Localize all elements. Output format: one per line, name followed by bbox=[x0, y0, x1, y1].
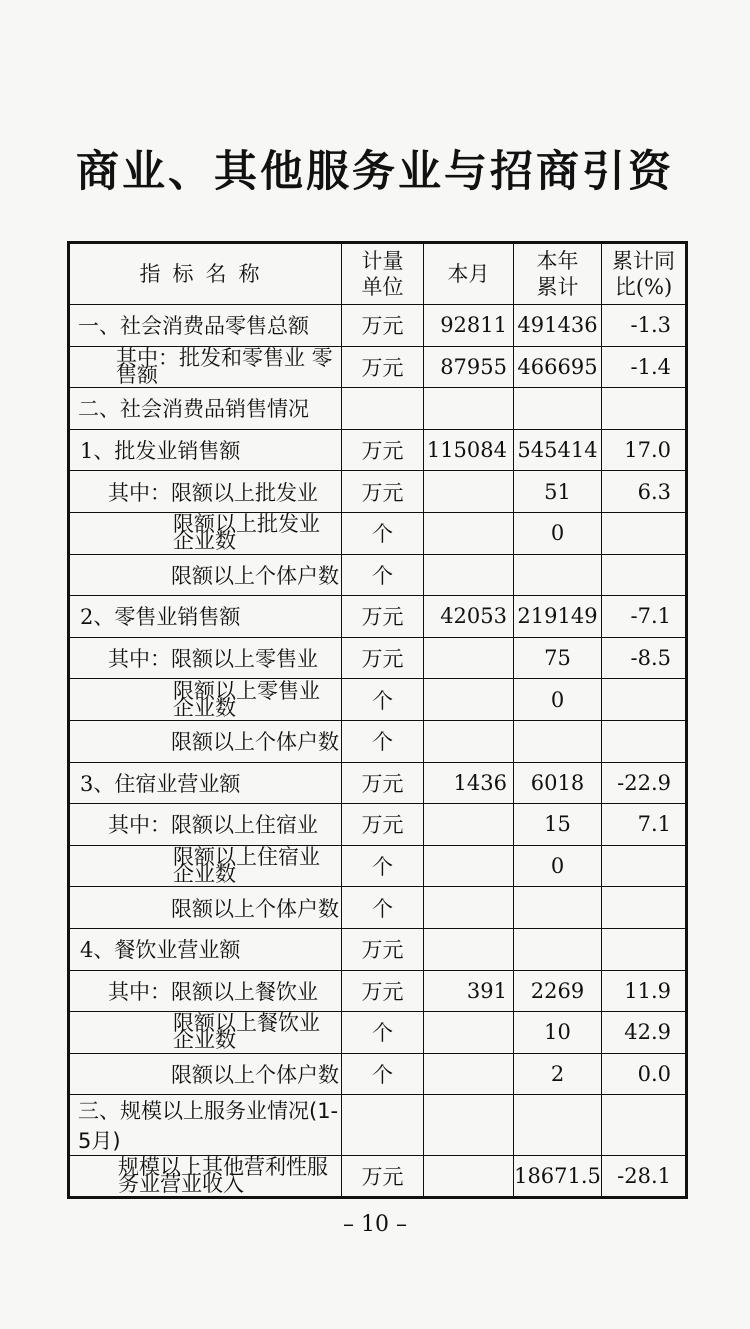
unit-cell: 万元 bbox=[342, 762, 424, 804]
unit-cell: 个 bbox=[342, 845, 424, 887]
table-row bbox=[69, 720, 687, 762]
yoy-percent-cell: 7.1 bbox=[602, 804, 687, 846]
table-row bbox=[69, 1053, 687, 1095]
month-value-cell bbox=[424, 804, 514, 846]
table-row bbox=[69, 305, 687, 347]
table-row bbox=[69, 471, 687, 513]
yoy-percent-cell: 17.0 bbox=[602, 429, 687, 471]
yoy-percent-cell bbox=[602, 512, 687, 554]
ytd-value-cell: 219149 bbox=[514, 596, 602, 638]
table-header-row bbox=[69, 243, 687, 305]
unit-cell: 万元 bbox=[342, 305, 424, 347]
yoy-percent-cell: -28.1 bbox=[602, 1156, 687, 1198]
yoy-percent-cell: -1.3 bbox=[602, 305, 687, 347]
unit-cell: 万元 bbox=[342, 970, 424, 1012]
yoy-percent-cell: -8.5 bbox=[602, 637, 687, 679]
unit-cell: 个 bbox=[342, 512, 424, 554]
unit-cell: 个 bbox=[342, 720, 424, 762]
month-value-cell bbox=[424, 1156, 514, 1198]
header-indicator-name: 指标名称 bbox=[69, 243, 342, 305]
month-value-cell bbox=[424, 512, 514, 554]
ytd-value-cell: 466695 bbox=[514, 346, 602, 388]
indicator-name-cell: 其中：限额以上餐饮业 bbox=[69, 970, 342, 1012]
yoy-percent-cell bbox=[602, 887, 687, 929]
indicator-name-cell: 3、住宿业营业额 bbox=[69, 762, 342, 804]
yoy-percent-cell bbox=[602, 554, 687, 596]
header-unit: 计量 单位 bbox=[342, 243, 424, 305]
header-ytd: 本年 累计 bbox=[514, 243, 602, 305]
ytd-value-cell: 18671.5 bbox=[514, 1156, 602, 1198]
indicator-name-cell: 限额以上个体户数 bbox=[69, 554, 342, 596]
yoy-percent-cell: 6.3 bbox=[602, 471, 687, 513]
ytd-value-cell: 75 bbox=[514, 637, 602, 679]
indicator-name-cell: 其中：限额以上批发业 bbox=[69, 471, 342, 513]
yoy-percent-cell bbox=[602, 928, 687, 970]
table-row bbox=[69, 762, 687, 804]
month-value-cell bbox=[424, 637, 514, 679]
table-row bbox=[69, 970, 687, 1012]
yoy-percent-cell: -7.1 bbox=[602, 596, 687, 638]
table-row bbox=[69, 1156, 687, 1198]
unit-cell: 万元 bbox=[342, 596, 424, 638]
header-month: 本月 bbox=[424, 243, 514, 305]
month-value-cell: 115084 bbox=[424, 429, 514, 471]
month-value-cell: 92811 bbox=[424, 305, 514, 347]
unit-cell: 个 bbox=[342, 554, 424, 596]
unit-cell: 万元 bbox=[342, 1156, 424, 1198]
indicator-name-cell: 1、批发业销售额 bbox=[69, 429, 342, 471]
ytd-value-cell bbox=[514, 887, 602, 929]
month-value-cell bbox=[424, 887, 514, 929]
unit-cell bbox=[342, 388, 424, 430]
ytd-value-cell: 0 bbox=[514, 679, 602, 721]
indicator-name-cell: 其中：批发和零售业 零售额 bbox=[69, 346, 342, 388]
yoy-percent-cell: -22.9 bbox=[602, 762, 687, 804]
yoy-percent-cell bbox=[602, 679, 687, 721]
month-value-cell bbox=[424, 928, 514, 970]
page-number: – 10 – bbox=[343, 1212, 407, 1237]
yoy-percent-cell: 11.9 bbox=[602, 970, 687, 1012]
unit-cell: 万元 bbox=[342, 804, 424, 846]
page-title: 商业、其他服务业与招商引资 bbox=[76, 147, 674, 197]
month-value-cell bbox=[424, 554, 514, 596]
yoy-percent-cell bbox=[602, 720, 687, 762]
unit-cell: 万元 bbox=[342, 928, 424, 970]
yoy-percent-cell bbox=[602, 845, 687, 887]
ytd-value-cell bbox=[514, 928, 602, 970]
header-yoy: 累计同 比(%) bbox=[602, 243, 687, 305]
indicator-name-cell: 限额以上餐饮业 企业数 bbox=[69, 1012, 342, 1054]
unit-cell bbox=[342, 1095, 424, 1156]
yoy-percent-cell bbox=[602, 1095, 687, 1156]
ytd-value-cell bbox=[514, 720, 602, 762]
table-row bbox=[69, 388, 687, 430]
table-row bbox=[69, 845, 687, 887]
ytd-value-cell bbox=[514, 554, 602, 596]
month-value-cell bbox=[424, 679, 514, 721]
month-value-cell: 391 bbox=[424, 970, 514, 1012]
unit-cell: 万元 bbox=[342, 429, 424, 471]
yoy-percent-cell: -1.4 bbox=[602, 346, 687, 388]
ytd-value-cell: 0 bbox=[514, 512, 602, 554]
month-value-cell bbox=[424, 720, 514, 762]
unit-cell: 个 bbox=[342, 1012, 424, 1054]
indicator-name-cell: 限额以上个体户数 bbox=[69, 720, 342, 762]
month-value-cell bbox=[424, 1053, 514, 1095]
indicator-name-cell: 其中：限额以上零售业 bbox=[69, 637, 342, 679]
table-row bbox=[69, 928, 687, 970]
indicator-name-cell: 限额以上个体户数 bbox=[69, 887, 342, 929]
indicator-name-cell: 限额以上零售业 企业数 bbox=[69, 679, 342, 721]
table-row bbox=[69, 1012, 687, 1054]
unit-cell: 万元 bbox=[342, 637, 424, 679]
ytd-value-cell bbox=[514, 1095, 602, 1156]
ytd-value-cell: 51 bbox=[514, 471, 602, 513]
table-row bbox=[69, 346, 687, 388]
ytd-value-cell bbox=[514, 388, 602, 430]
month-value-cell bbox=[424, 1012, 514, 1054]
unit-cell: 万元 bbox=[342, 471, 424, 513]
month-value-cell bbox=[424, 388, 514, 430]
indicator-name-cell: 限额以上住宿业 企业数 bbox=[69, 845, 342, 887]
indicator-name-cell: 规模以上其他营利性服 务业营业收入 bbox=[69, 1156, 342, 1198]
ytd-value-cell: 2 bbox=[514, 1053, 602, 1095]
month-value-cell bbox=[424, 1095, 514, 1156]
indicator-name-cell: 三、规模以上服务业情况(1-5月) bbox=[69, 1095, 342, 1156]
statistics-table bbox=[67, 241, 688, 1199]
month-value-cell: 42053 bbox=[424, 596, 514, 638]
table-row bbox=[69, 596, 687, 638]
table-row bbox=[69, 637, 687, 679]
yoy-percent-cell bbox=[602, 388, 687, 430]
ytd-value-cell: 6018 bbox=[514, 762, 602, 804]
month-value-cell: 1436 bbox=[424, 762, 514, 804]
ytd-value-cell: 545414 bbox=[514, 429, 602, 471]
ytd-value-cell: 491436 bbox=[514, 305, 602, 347]
yoy-percent-cell: 42.9 bbox=[602, 1012, 687, 1054]
indicator-name-cell: 4、餐饮业营业额 bbox=[69, 928, 342, 970]
ytd-value-cell: 2269 bbox=[514, 970, 602, 1012]
unit-cell: 个 bbox=[342, 1053, 424, 1095]
month-value-cell bbox=[424, 845, 514, 887]
table-row bbox=[69, 1095, 687, 1156]
month-value-cell: 87955 bbox=[424, 346, 514, 388]
table-row bbox=[69, 679, 687, 721]
indicator-name-cell: 一、社会消费品零售总额 bbox=[69, 305, 342, 347]
ytd-value-cell: 15 bbox=[514, 804, 602, 846]
indicator-name-cell: 2、零售业销售额 bbox=[69, 596, 342, 638]
table-row bbox=[69, 512, 687, 554]
indicator-name-cell: 其中：限额以上住宿业 bbox=[69, 804, 342, 846]
month-value-cell bbox=[424, 471, 514, 513]
indicator-name-cell: 限额以上批发业 企业数 bbox=[69, 512, 342, 554]
table-row bbox=[69, 804, 687, 846]
table-row bbox=[69, 887, 687, 929]
unit-cell: 个 bbox=[342, 887, 424, 929]
yoy-percent-cell: 0.0 bbox=[602, 1053, 687, 1095]
unit-cell: 万元 bbox=[342, 346, 424, 388]
indicator-name-cell: 限额以上个体户数 bbox=[69, 1053, 342, 1095]
indicator-name-cell: 二、社会消费品销售情况 bbox=[69, 388, 342, 430]
table-row bbox=[69, 429, 687, 471]
ytd-value-cell: 10 bbox=[514, 1012, 602, 1054]
unit-cell: 个 bbox=[342, 679, 424, 721]
table-row bbox=[69, 554, 687, 596]
ytd-value-cell: 0 bbox=[514, 845, 602, 887]
